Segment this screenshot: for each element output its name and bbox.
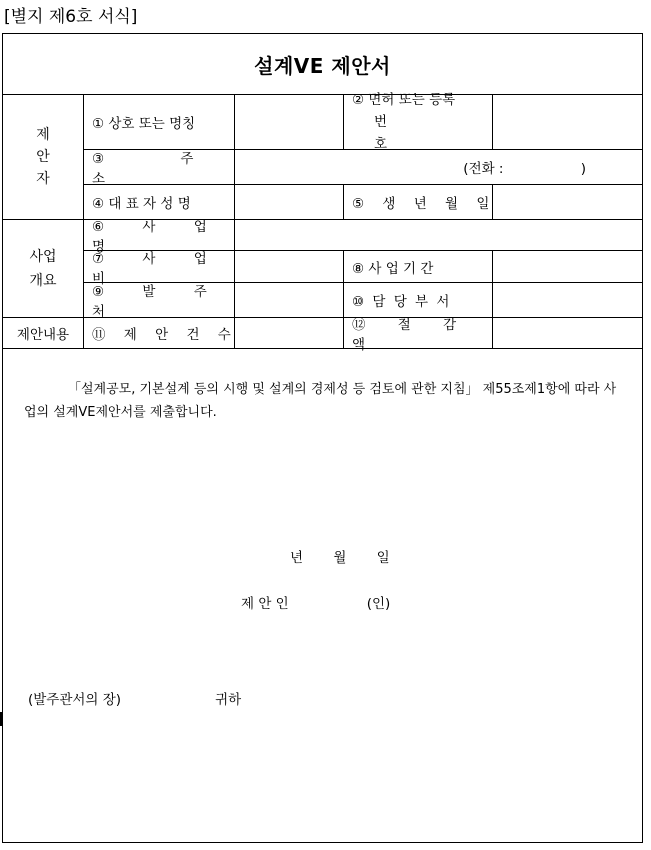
value-savings[interactable] bbox=[492, 318, 642, 349]
recipient-name: (발주관서의 장) bbox=[28, 692, 122, 708]
submission-statement: 「설계공모, 기본설계 등의 시행 및 설계의 경제성 등 검토에 관한 지침」 제55조제1항에 따라 사업의 설계VE제안서를 제출합니다. bbox=[24, 382, 617, 420]
label-savings: ⑫ 절 감 액 bbox=[343, 318, 492, 349]
form-caption: [별지 제6호 서식] bbox=[4, 7, 138, 27]
value-project-cost[interactable] bbox=[234, 251, 343, 283]
section-business: 사업 개요 bbox=[3, 220, 83, 318]
value-company-name[interactable] bbox=[234, 94, 343, 150]
phone-label: (전화 : ) bbox=[463, 161, 586, 177]
value-project-name[interactable] bbox=[234, 220, 642, 251]
value-project-period[interactable] bbox=[492, 251, 642, 283]
signer-label: 제 안 인 bbox=[241, 596, 289, 612]
label-project-name: ⑥ 사 업 명 bbox=[83, 220, 234, 251]
label-project-period: ⑧ 사 업 기 간 bbox=[343, 251, 492, 283]
margin-mark bbox=[0, 712, 2, 726]
value-representative[interactable] bbox=[234, 185, 343, 220]
label-company-name: ① 상호 또는 명칭 bbox=[83, 94, 234, 150]
title-row bbox=[3, 34, 642, 95]
signer-line bbox=[241, 592, 390, 612]
value-ordering-agency[interactable] bbox=[234, 283, 343, 318]
form-title: 설계VE 제안서 bbox=[254, 53, 391, 78]
label-proposal-count: ⑪ 제 안 건 수 bbox=[83, 318, 234, 349]
value-department[interactable] bbox=[492, 283, 642, 318]
label-ordering-agency: ⑨ 발 주 처 bbox=[83, 283, 234, 318]
submission-date: 년 월 일 bbox=[290, 550, 390, 566]
section-content: 제안내용 bbox=[3, 318, 83, 349]
value-address[interactable] bbox=[234, 150, 642, 185]
recipient-line bbox=[28, 688, 241, 708]
value-proposal-count[interactable] bbox=[234, 318, 343, 349]
label-birthdate: ⑤ 생 년 월 일 bbox=[343, 185, 492, 220]
value-birthdate[interactable] bbox=[492, 185, 642, 220]
proposal-form bbox=[2, 33, 643, 843]
label-address: ③ 주 소 bbox=[83, 150, 234, 185]
label-department: ⑩ 담 당 부 서 bbox=[343, 283, 492, 318]
label-representative: ④ 대 표 자 성 명 bbox=[83, 185, 234, 220]
label-license-line1: ② 면허 또는 등록 bbox=[352, 91, 456, 108]
section-proposer: 제 안 자 bbox=[3, 94, 83, 220]
honorific: 귀하 bbox=[215, 692, 242, 708]
label-license-line2: 번 호 bbox=[374, 113, 388, 152]
label-project-cost: ⑦ 사 업 비 bbox=[83, 251, 234, 283]
seal-mark: (인) bbox=[366, 596, 391, 612]
value-license-number[interactable] bbox=[492, 94, 642, 150]
label-license-number bbox=[343, 91, 492, 152]
